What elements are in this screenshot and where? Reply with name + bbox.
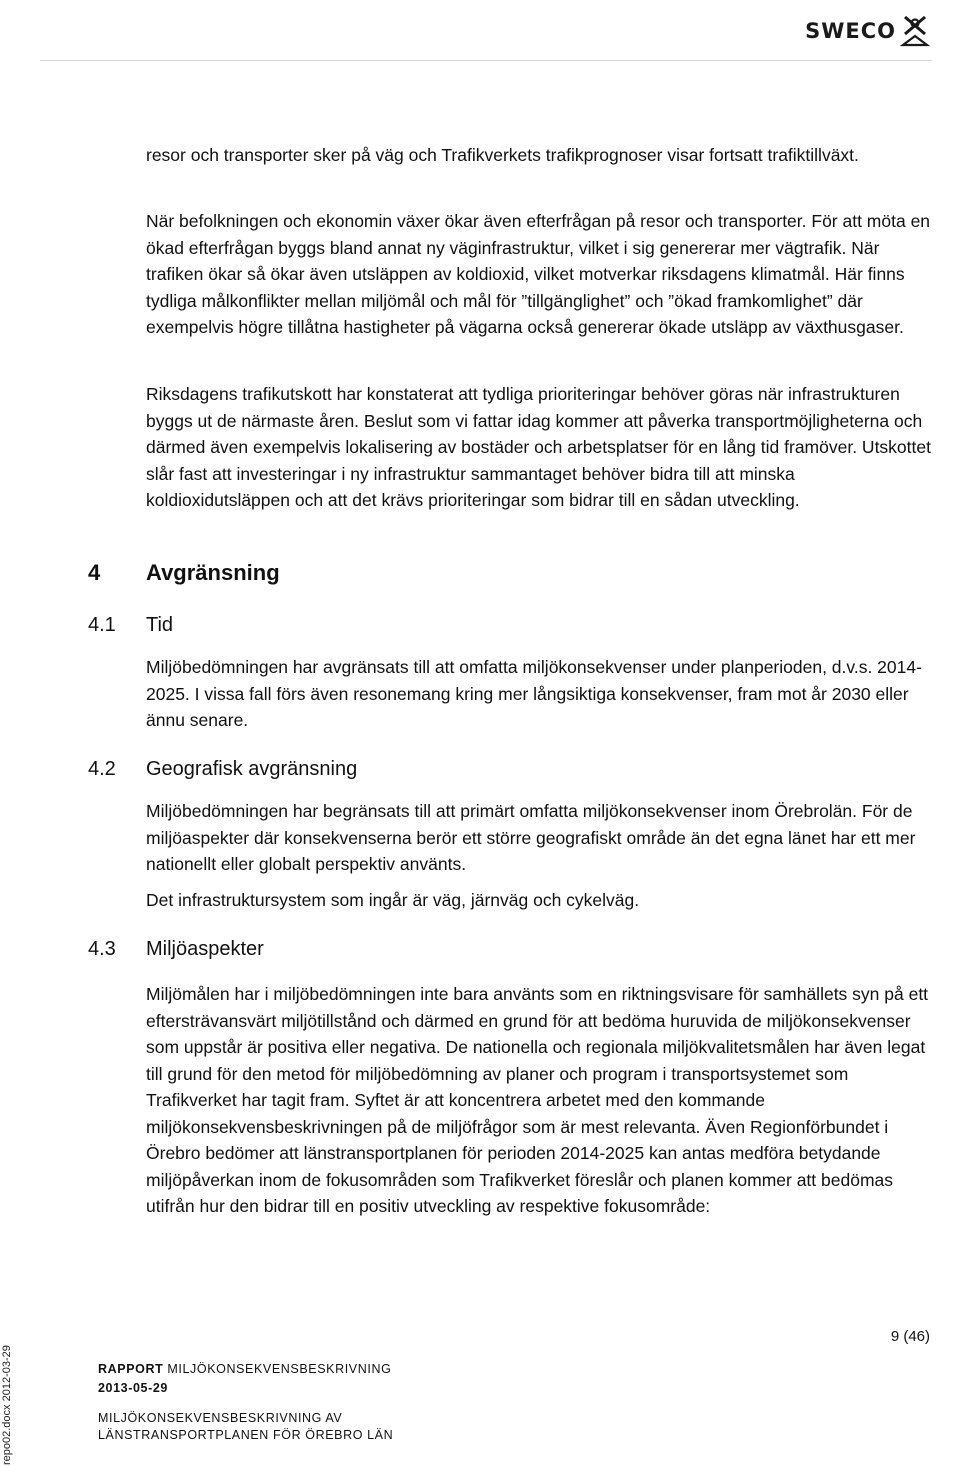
footer-report-line bbox=[98, 1362, 391, 1376]
logo-text: SWECO bbox=[805, 19, 896, 43]
header-divider bbox=[40, 60, 932, 61]
subsection-title: Geografisk avgränsning bbox=[146, 758, 358, 780]
paragraph-4: Miljöbedömningen har avgränsats till att omfatta miljökonsekvenser under planperioden, d.v.s. 2014-2025. I vissa fall förs även resonemang kring mer långsiktiga konsekvenser, fram mot år 2030 eller ännu senare. bbox=[146, 657, 922, 730]
subsection-number: 4.2 bbox=[88, 758, 116, 780]
subsection-heading-4-3 bbox=[88, 938, 264, 961]
paragraph-1: resor och transporter sker på väg och Trafikverkets trafikprognoser visar fortsatt trafiktillväxt. bbox=[146, 145, 859, 165]
subsection-heading-4-1 bbox=[88, 614, 173, 637]
subsection-title: Miljöaspekter bbox=[146, 938, 264, 960]
paragraph-3: Riksdagens trafikutskott har konstaterat att tydliga prioriteringar behöver göras när infrastrukturen byggs ut de närmaste åren. Beslut som vi fattar idag kommer att påverka transportmöjligheterna och därmed även exempelvis lokalisering av bostäder och arbetsplatser för en lång tid framöver. Utskottet slår fast att investeringar i ny infrastruktur sammantaget behöver bidra till att minska koldioxidutsläppen och att det krävs prioriteringar som bidrar till en sådan utveckling. bbox=[146, 384, 931, 510]
footer-report-label: RAPPORT bbox=[98, 1362, 164, 1376]
section-number: 4 bbox=[88, 560, 101, 585]
subsection-number: 4.3 bbox=[88, 938, 116, 960]
sweco-logo bbox=[805, 14, 930, 48]
paragraph-5: Miljöbedömningen har begränsats till att primärt omfatta miljökonsekvenser inom Örebrolän. För de miljöaspekter där konsekvenserna berör ett större geografiskt område än det egna länet har ett mer nationellt eller globalt perspektiv använts. bbox=[146, 801, 916, 874]
footer-title-line-1: MILJÖKONSEKVENSBESKRIVNING AV bbox=[98, 1411, 343, 1425]
subsection-number: 4.1 bbox=[88, 614, 116, 636]
paragraph-2: När befolkningen och ekonomin växer ökar även efterfrågan på resor och transporter. För att möta en ökad efterfrågan byggs bland annat ny väginfrastruktur, vilket i sig genererar mer vägtrafik. När trafiken ökar så ökar även utsläppen av koldioxid, vilket motverkar riksdagens klimatmål. Här finns tydliga målkonflikter mellan miljömål och mål för ”tillgänglighet” och ”ökad framkomlighet” där exempelvis högre tillåtna hastigheter på vägarna också genererar ökade utsläpp av växthusgaser. bbox=[146, 211, 931, 337]
subsection-heading-4-2 bbox=[88, 758, 357, 781]
section-title: Avgränsning bbox=[146, 560, 280, 585]
section-heading-4 bbox=[88, 560, 280, 586]
footer-report-type: MILJÖKONSEKVENSBESKRIVNING bbox=[167, 1362, 392, 1376]
footer-date: 2013-05-29 bbox=[98, 1381, 168, 1395]
sweco-mark-icon bbox=[900, 14, 930, 48]
template-reference: repo02.docx 2012-03-29 bbox=[1, 1345, 13, 1465]
page-number: 9 (46) bbox=[890, 1328, 930, 1345]
paragraph-7: Miljömålen har i miljöbedömningen inte bara använts som en riktningsvisare för samhällets syn på ett eftersträvansvärt miljötillstånd och därmed en grund för att bedöma huruvida de miljökonsekvenser som uppstår är positiva eller negativa. De nationella och regionala miljökvalitetsmålen har även legat till grund för den metod för miljöbedömning av planer och program i transportsystemet som Trafikverket har tagit fram. Syftet är att koncentrera arbetet med den kommande miljökonsekvensbeskrivningen på de miljöfrågor som är mest relevanta. Även Regionförbundet i Örebro bedömer att länstransportplanen för perioden 2014-2025 kan antas medföra betydande miljöpåverkan inom de fokusområden som Trafikverket föreslår och planen kommer att bedömas utifrån hur den bidrar till en positiv utveckling av respektive fokusområde: bbox=[146, 984, 929, 1216]
subsection-title: Tid bbox=[146, 614, 174, 636]
footer-title-line-2: LÄNSTRANSPORTPLANEN FÖR ÖREBRO LÄN bbox=[98, 1428, 394, 1442]
paragraph-6: Det infrastruktursystem som ingår är väg, järnväg och cykelväg. bbox=[146, 890, 640, 910]
